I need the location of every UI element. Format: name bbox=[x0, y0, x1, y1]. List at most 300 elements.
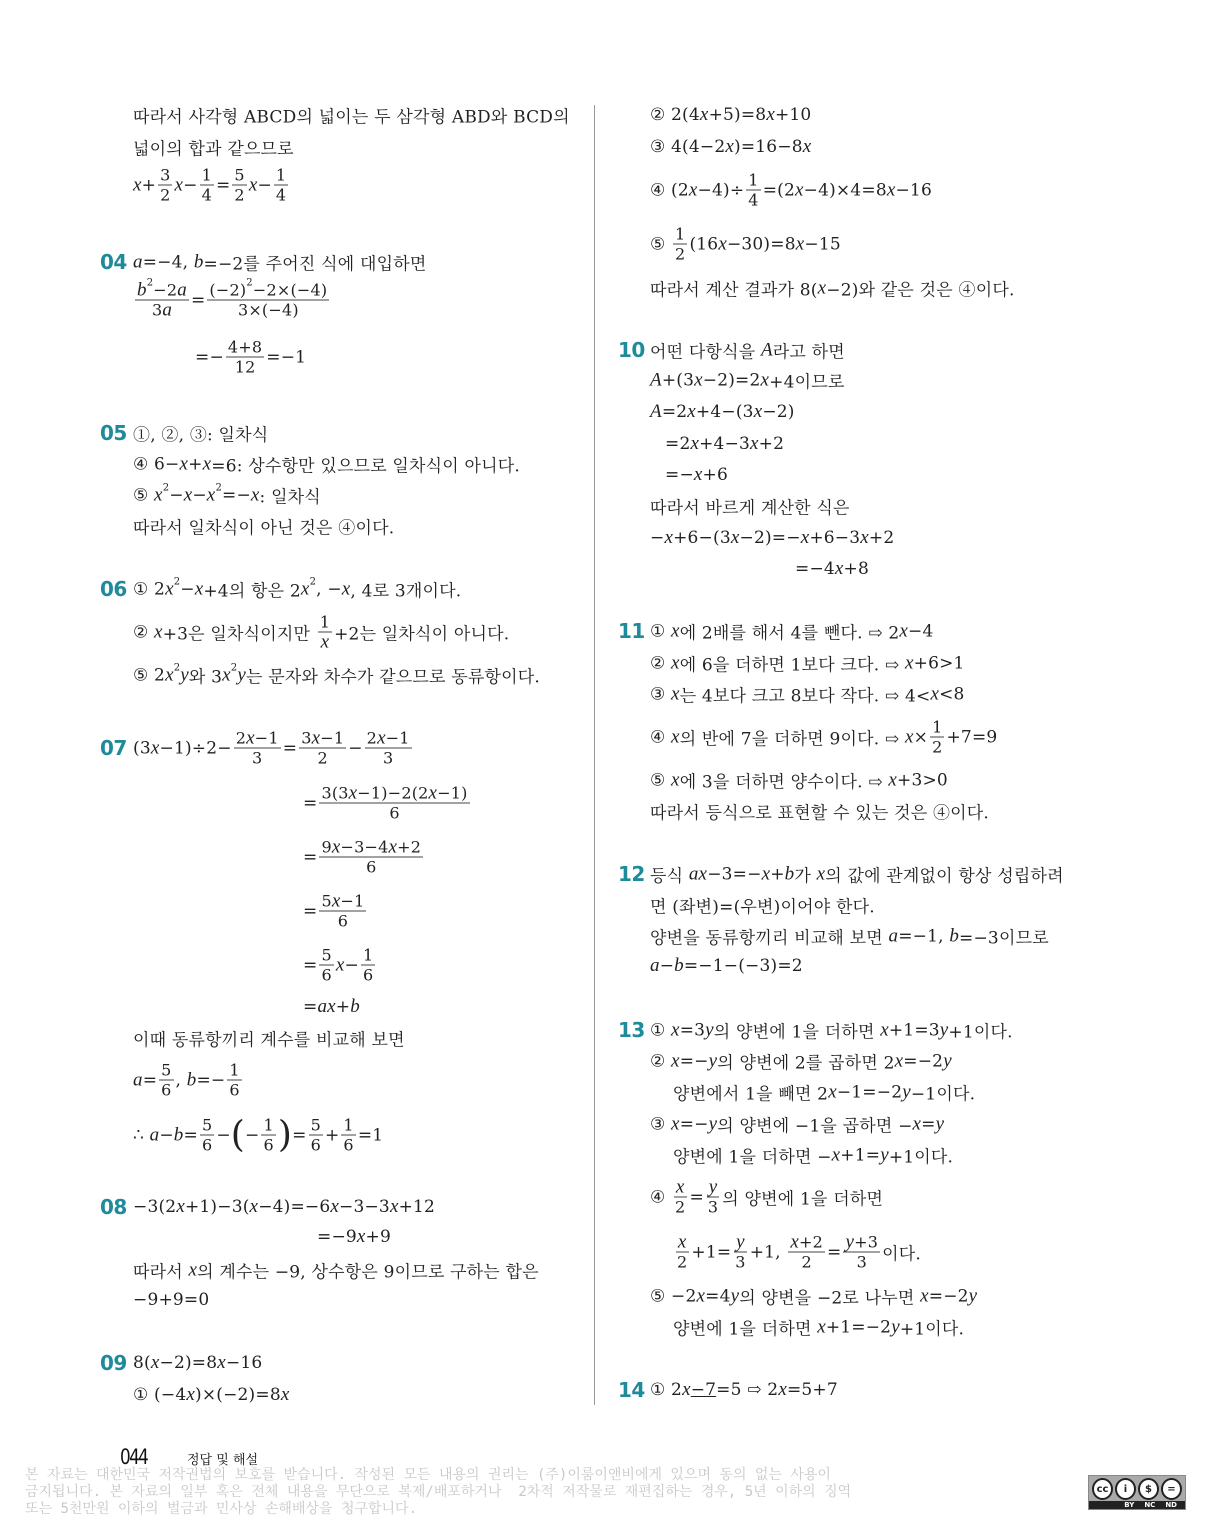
fraction-numerator bbox=[676, 1233, 689, 1253]
fraction bbox=[299, 729, 346, 768]
fraction bbox=[274, 166, 288, 205]
text-run: = bbox=[215, 175, 231, 195]
text-run: 에 6을 더하면 1보다 크다. ⇨ bbox=[679, 655, 905, 676]
text-run: ② bbox=[133, 622, 155, 642]
fraction-denominator bbox=[261, 1136, 275, 1155]
text-run: − bbox=[257, 175, 272, 195]
text-run: =− bbox=[196, 1070, 226, 1090]
answer-line bbox=[650, 171, 932, 210]
text-run: −1 bbox=[254, 728, 279, 748]
fraction bbox=[788, 1233, 825, 1272]
math-variable: x bbox=[671, 1113, 680, 1134]
text-run: (16 bbox=[689, 234, 719, 254]
math-variable: x bbox=[671, 769, 680, 790]
text-run: −4)÷ bbox=[697, 180, 745, 200]
text-run: (3 bbox=[133, 738, 151, 758]
text-run: ⑤ bbox=[133, 485, 155, 505]
math-variable: y bbox=[902, 1081, 911, 1102]
text-run: =5+7 bbox=[786, 1380, 838, 1400]
superscript: 2 bbox=[230, 662, 238, 674]
text-run: 따라서 등식으로 표현할 수 있는 것은 ④이다. bbox=[650, 803, 989, 824]
answer-line-start bbox=[133, 729, 414, 768]
section-number: 08 bbox=[100, 1195, 127, 1219]
text-run: ④ 6− bbox=[133, 454, 180, 474]
text-run: +9 bbox=[365, 1227, 392, 1247]
text-run: ⑤ bbox=[650, 770, 672, 790]
noncommercial-icon: $ bbox=[1138, 1478, 1159, 1500]
fraction bbox=[746, 171, 760, 210]
text-run: : 일차식 bbox=[259, 487, 321, 508]
answer-line bbox=[133, 514, 394, 539]
math-variable: x bbox=[183, 484, 193, 505]
text-run: )=16−8 bbox=[734, 137, 803, 157]
answer-line bbox=[133, 1061, 244, 1100]
math-variable: x bbox=[335, 954, 345, 975]
text-run: − bbox=[245, 1125, 260, 1145]
text-run: − bbox=[159, 1125, 174, 1145]
fraction bbox=[675, 1233, 689, 1272]
text-run: 1 bbox=[362, 945, 374, 965]
answer-line bbox=[650, 718, 997, 757]
math-variable: x bbox=[905, 726, 914, 747]
math-variable: x bbox=[320, 631, 330, 653]
text-run: =6: 상수항만 있으므로 일차식이 아니다. bbox=[211, 456, 520, 477]
text-run: +6>1 bbox=[913, 653, 965, 673]
math-variable: x bbox=[753, 401, 763, 422]
text-run: −1 bbox=[320, 728, 345, 748]
text-run: +5)=8 bbox=[708, 105, 767, 125]
math-variable: x bbox=[389, 1196, 399, 1217]
math-variable: a bbox=[888, 925, 899, 946]
math-variable: x bbox=[930, 683, 940, 704]
text-run: +1=−2 bbox=[825, 1317, 892, 1337]
answer-line-start bbox=[133, 421, 268, 446]
text-run: − bbox=[348, 738, 363, 758]
text-run: =3 bbox=[679, 1020, 706, 1040]
fraction-denominator bbox=[236, 301, 301, 320]
answer-line-start bbox=[650, 619, 934, 644]
section-number: 11 bbox=[618, 619, 645, 643]
superscript: 2 bbox=[173, 662, 181, 674]
fraction-numerator bbox=[227, 1061, 241, 1081]
text-run: −1)−2(2 bbox=[357, 783, 429, 803]
text-run: 1 bbox=[263, 1115, 274, 1135]
section-number: 05 bbox=[100, 421, 127, 445]
fraction-numerator bbox=[319, 784, 469, 804]
math-variable: x bbox=[682, 1379, 691, 1400]
math-variable: x bbox=[154, 621, 163, 642]
fraction-numerator bbox=[319, 946, 333, 966]
answer-line-start bbox=[650, 1379, 838, 1401]
text-run: −30)=8 bbox=[726, 234, 796, 254]
fraction bbox=[159, 1061, 173, 1100]
math-variable: x bbox=[341, 578, 351, 599]
math-variable: x bbox=[154, 484, 163, 505]
math-variable: y bbox=[708, 1113, 718, 1134]
math-variable: x bbox=[356, 1226, 366, 1247]
fraction bbox=[341, 1116, 355, 1155]
section-number: 10 bbox=[618, 338, 645, 362]
fraction bbox=[843, 1233, 880, 1272]
text-run: 에 3을 더하면 양수이다. ⇨ bbox=[679, 772, 889, 793]
text-run: +10 bbox=[774, 105, 812, 125]
text-run: 1 bbox=[201, 165, 212, 185]
text-run: +(3 bbox=[661, 370, 695, 390]
fraction-numerator bbox=[200, 166, 214, 186]
text-run: −1 bbox=[385, 728, 410, 748]
math-variable: x bbox=[671, 620, 680, 641]
fraction-numerator bbox=[843, 1233, 880, 1253]
text-run: − bbox=[192, 485, 207, 505]
answer-line bbox=[133, 1290, 209, 1310]
math-variable: x bbox=[778, 1379, 787, 1400]
text-run: ①, ②, ③: 일차식 bbox=[133, 425, 269, 446]
math-variable: a bbox=[162, 299, 173, 321]
text-run: 5 bbox=[321, 891, 332, 911]
math-variable: x bbox=[300, 578, 310, 599]
text-run: =−2 bbox=[928, 1286, 969, 1306]
fraction-numerator bbox=[341, 1116, 355, 1136]
math-variable: x bbox=[311, 727, 321, 749]
text-run: 2 bbox=[235, 728, 247, 748]
answer-line bbox=[650, 494, 850, 519]
answer-line-start bbox=[133, 1352, 262, 1374]
text-run: −1) bbox=[437, 783, 468, 803]
math-variable: x bbox=[790, 1231, 799, 1253]
text-run: =−1, bbox=[898, 926, 950, 946]
math-variable: y bbox=[891, 1316, 900, 1337]
text-run: 1 bbox=[229, 1060, 240, 1080]
text-run: , 4로 3개이다. bbox=[350, 581, 462, 602]
text-run: 6 bbox=[366, 857, 377, 877]
text-run: )×(−2)=8 bbox=[194, 1385, 281, 1405]
nd-label: ND bbox=[1165, 1501, 1177, 1509]
text-run: 1 bbox=[275, 165, 287, 185]
math-variable: x bbox=[794, 179, 804, 200]
text-run: 3 bbox=[735, 1252, 746, 1272]
answer-line bbox=[133, 663, 540, 688]
text-run: = bbox=[303, 901, 318, 921]
answer-line bbox=[303, 784, 472, 823]
section-number: 14 bbox=[618, 1378, 645, 1402]
fraction-numerator bbox=[930, 718, 944, 738]
text-run: 의 값에 관계없이 항상 성립하려 bbox=[825, 866, 1064, 887]
fraction bbox=[733, 1233, 747, 1272]
answer-line-start bbox=[650, 338, 845, 363]
text-run: ⑤ −2 bbox=[650, 1286, 697, 1306]
answer-line bbox=[317, 1226, 391, 1248]
text-run: =− bbox=[195, 347, 224, 367]
text-run: −2 bbox=[153, 280, 178, 300]
fraction-numerator bbox=[158, 166, 172, 186]
text-run: =2 bbox=[661, 402, 688, 422]
math-variable: A bbox=[650, 369, 662, 390]
answer-line bbox=[673, 1315, 964, 1340]
text-run: 5 bbox=[234, 165, 245, 185]
math-variable: x bbox=[165, 578, 174, 599]
text-run: 2 bbox=[675, 244, 686, 264]
text-run: − bbox=[183, 175, 198, 195]
nc-label: NC bbox=[1144, 1501, 1156, 1509]
math-variable: a bbox=[177, 279, 187, 301]
text-run: 의 양변에 −1을 곱하면 − bbox=[717, 1116, 913, 1137]
text-run: , bbox=[175, 1070, 187, 1090]
text-run: 6 bbox=[362, 965, 374, 985]
text-run: ① 2 bbox=[133, 579, 166, 599]
math-variable: y bbox=[845, 1231, 855, 1253]
text-run: 1 bbox=[319, 612, 331, 632]
fraction bbox=[200, 166, 214, 205]
math-variable: x bbox=[688, 179, 698, 200]
fraction-denominator bbox=[733, 1253, 747, 1272]
text-run: =4 bbox=[705, 1286, 731, 1306]
text-run: +1=3 bbox=[888, 1020, 940, 1040]
text-run: 6 bbox=[343, 1135, 354, 1155]
text-run: +2 bbox=[799, 1232, 823, 1252]
text-run: +4−3 bbox=[699, 434, 751, 454]
fraction bbox=[200, 1116, 214, 1155]
text-run: ① bbox=[650, 1020, 672, 1040]
text-run: × bbox=[913, 727, 929, 747]
fraction-denominator bbox=[227, 1081, 241, 1100]
fraction-numerator bbox=[707, 1178, 720, 1198]
answer-line bbox=[303, 892, 368, 931]
text-run: −3(2 bbox=[133, 1197, 177, 1217]
math-variable: x bbox=[886, 179, 896, 200]
text-run: 2 bbox=[234, 185, 245, 205]
answer-line bbox=[650, 276, 1015, 301]
fraction-denominator bbox=[930, 738, 944, 757]
text-run: +2는 일차식이 아니다. bbox=[334, 624, 510, 645]
math-variable: b bbox=[173, 1124, 184, 1145]
fraction-numerator bbox=[734, 1233, 747, 1253]
text-run: −16 bbox=[225, 1353, 263, 1373]
math-variable: y bbox=[705, 1019, 714, 1040]
fraction-denominator bbox=[200, 1136, 214, 1155]
answer-line bbox=[673, 1143, 953, 1168]
text-run: 따라서 bbox=[133, 1262, 189, 1283]
math-variable: x bbox=[250, 484, 260, 505]
math-variable: x bbox=[150, 1352, 160, 1373]
fraction-denominator bbox=[799, 1253, 813, 1272]
fraction-denominator bbox=[319, 633, 332, 652]
text-run: 1 bbox=[343, 1115, 354, 1135]
answer-line-start bbox=[133, 250, 426, 275]
text-run: −16 bbox=[895, 180, 932, 200]
section-number: 12 bbox=[618, 862, 645, 886]
text-run: =−4 bbox=[795, 559, 835, 579]
math-variable: x bbox=[186, 1384, 195, 1405]
text-run: = bbox=[921, 1114, 936, 1134]
text-run: −2) bbox=[762, 402, 795, 422]
fraction bbox=[158, 166, 172, 205]
answer-line bbox=[303, 996, 360, 1018]
text-run: 어떤 다항식을 bbox=[650, 342, 761, 363]
text-run: 6 bbox=[201, 1135, 213, 1155]
text-run: ⑤ bbox=[650, 234, 672, 254]
text-run: 3 bbox=[382, 748, 394, 768]
text-run: −2)=− bbox=[739, 528, 801, 548]
math-variable: x bbox=[687, 401, 696, 422]
text-run: 8( bbox=[133, 1353, 151, 1373]
math-variable: x bbox=[428, 782, 438, 804]
math-variable: x bbox=[766, 104, 775, 125]
text-run: ∴ bbox=[133, 1125, 150, 1145]
text-run: 의 반에 7을 더하면 9이다. ⇨ bbox=[679, 729, 905, 750]
underlined-term: −7 bbox=[690, 1380, 717, 1400]
math-variable: b bbox=[949, 925, 960, 946]
math-variable: x bbox=[690, 433, 700, 454]
answer-line bbox=[303, 946, 377, 985]
text-run: 6 bbox=[161, 1080, 172, 1100]
cc-icon: cc bbox=[1092, 1478, 1113, 1500]
answer-line bbox=[650, 225, 841, 264]
text-run: 5 bbox=[201, 1115, 213, 1135]
fraction-denominator bbox=[855, 1253, 869, 1272]
math-variable: x bbox=[671, 652, 680, 673]
math-variable: x bbox=[664, 527, 674, 548]
fraction bbox=[365, 729, 412, 768]
math-variable: b bbox=[186, 1069, 197, 1090]
text-run: ④ (2 bbox=[650, 180, 689, 200]
text-run: +1이다. bbox=[899, 1319, 965, 1340]
text-run: 2 bbox=[366, 728, 378, 748]
superscript: 2 bbox=[162, 482, 170, 494]
math-variable: x bbox=[894, 1050, 904, 1071]
section-number: 13 bbox=[618, 1018, 645, 1042]
section-number: 07 bbox=[100, 736, 127, 760]
fraction-denominator bbox=[159, 1081, 173, 1100]
answer-line bbox=[133, 483, 321, 508]
text-run: = bbox=[303, 847, 318, 867]
text-run: 가 bbox=[794, 866, 817, 887]
answer-line bbox=[650, 136, 811, 158]
text-run: +2 bbox=[397, 837, 422, 857]
text-run: =1 bbox=[357, 1125, 384, 1145]
answer-line bbox=[650, 799, 989, 824]
text-run: −3−3 bbox=[339, 1197, 390, 1217]
fraction-denominator bbox=[381, 749, 395, 768]
math-variable: x bbox=[671, 683, 680, 704]
answer-line bbox=[133, 452, 520, 477]
text-run: 따라서 바르게 계산한 식은 bbox=[650, 498, 850, 519]
text-run: −1=−2 bbox=[836, 1082, 903, 1102]
superscript: 2 bbox=[173, 576, 181, 588]
answer-line bbox=[133, 1384, 290, 1406]
answer-line bbox=[650, 1049, 952, 1074]
text-run: =−4, bbox=[142, 252, 194, 272]
answer-line bbox=[133, 1258, 539, 1283]
math-variable: x bbox=[834, 558, 844, 579]
math-variable: y bbox=[237, 664, 246, 685]
math-variable: x bbox=[696, 1285, 706, 1306]
math-variable: b bbox=[350, 996, 360, 1017]
fraction-denominator bbox=[361, 966, 375, 985]
math-variable: x bbox=[699, 104, 709, 125]
text-run: − bbox=[650, 528, 665, 548]
text-run: +2 bbox=[868, 528, 895, 548]
answer-line bbox=[650, 1112, 944, 1137]
fraction-numerator bbox=[319, 838, 423, 858]
math-variable: x bbox=[165, 664, 174, 685]
text-run: 는 4보다 크고 8보다 작다. ⇨ 4< bbox=[679, 686, 931, 707]
text-run: 등식 bbox=[650, 866, 689, 887]
text-run: −4)×4=8 bbox=[803, 180, 887, 200]
text-run: = bbox=[183, 1125, 198, 1145]
math-variable: x bbox=[831, 1144, 841, 1165]
text-run: −1이다. bbox=[910, 1084, 976, 1105]
math-variable: x bbox=[671, 726, 680, 747]
fraction-numerator bbox=[135, 277, 189, 301]
text-run: −1 bbox=[340, 891, 365, 911]
fraction-numerator bbox=[226, 338, 264, 358]
math-variable: x bbox=[248, 174, 258, 195]
fraction-denominator bbox=[706, 1198, 720, 1217]
text-run: 양변에 1을 더하면 bbox=[673, 1319, 818, 1340]
math-variable: b bbox=[674, 955, 684, 976]
text-run: =− bbox=[665, 465, 694, 485]
text-run: 4 bbox=[748, 190, 759, 210]
math-variable: x bbox=[150, 737, 160, 758]
text-run: 3 bbox=[160, 165, 171, 185]
text-run: =(2 bbox=[762, 180, 795, 200]
answer-line-start bbox=[650, 862, 1064, 887]
answer-line bbox=[673, 1080, 975, 1105]
text-run: +1이다. bbox=[888, 1147, 954, 1168]
text-run: − bbox=[659, 956, 675, 976]
math-variable: x bbox=[730, 527, 740, 548]
text-run: + bbox=[770, 864, 785, 884]
fraction bbox=[673, 1178, 687, 1217]
copyright-notice bbox=[25, 1467, 851, 1518]
text-run: <8 bbox=[939, 684, 965, 704]
fraction-denominator bbox=[316, 749, 330, 768]
text-run: +4의 항은 2 bbox=[203, 581, 301, 602]
answer-line bbox=[650, 682, 965, 707]
text-run: −4)=−6 bbox=[258, 1197, 331, 1217]
fraction bbox=[319, 784, 469, 823]
text-run: ③ bbox=[650, 1114, 672, 1134]
math-variable: b bbox=[193, 251, 204, 272]
text-run: =− bbox=[679, 1114, 709, 1134]
answer-line bbox=[133, 613, 509, 652]
math-variable: y bbox=[880, 1144, 889, 1165]
text-run: −2)=2 bbox=[702, 370, 761, 390]
math-variable: b bbox=[784, 863, 795, 884]
math-variable: x bbox=[802, 136, 812, 157]
fraction bbox=[319, 892, 366, 931]
fraction-denominator bbox=[746, 191, 760, 210]
answer-line bbox=[650, 768, 948, 793]
math-variable: y bbox=[939, 1019, 949, 1040]
text-run: −2)=8 bbox=[159, 1353, 218, 1373]
text-run: − bbox=[169, 485, 184, 505]
math-variable: x bbox=[750, 433, 759, 454]
text-run: ④ bbox=[650, 1187, 672, 1207]
text-run: 1 bbox=[675, 224, 686, 244]
math-variable: x bbox=[880, 1019, 889, 1040]
math-variable: x bbox=[348, 782, 358, 804]
text-run: +6−3 bbox=[809, 528, 861, 548]
text-run: 의 양변에 2를 곱하면 2 bbox=[717, 1053, 895, 1074]
text-run: =−2를 주어진 식에 대입하면 bbox=[203, 254, 427, 275]
math-variable: y bbox=[708, 1176, 718, 1198]
text-run: + bbox=[335, 997, 351, 1017]
noderivatives-icon: = bbox=[1161, 1478, 1182, 1500]
text-run: 의 계수는 −9, 상수항은 9이므로 구하는 합은 bbox=[197, 1262, 539, 1283]
answer-line bbox=[665, 464, 728, 486]
copyright-line: 또는 5천만원 이하의 벌금과 민사상 손해배상을 청구합니다. bbox=[25, 1501, 418, 1517]
